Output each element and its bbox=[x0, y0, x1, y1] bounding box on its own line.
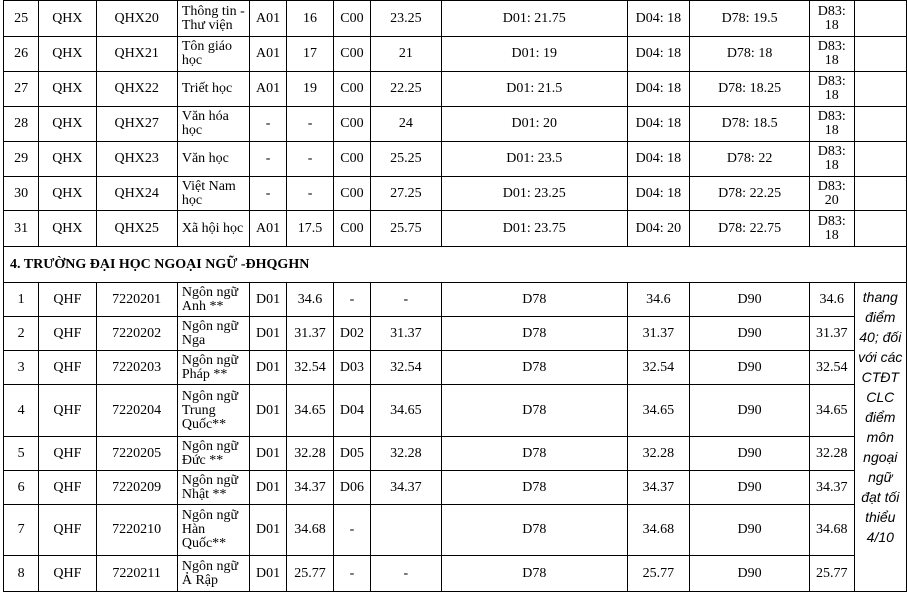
score: 34.65 bbox=[627, 385, 690, 437]
subject-group: D01 bbox=[250, 351, 287, 385]
major-code: QHX25 bbox=[96, 211, 177, 247]
score: 32.28 bbox=[809, 437, 854, 471]
score: 34.6 bbox=[809, 283, 854, 317]
subject-group-score: D04: 18 bbox=[627, 37, 690, 72]
subject-group: D78 bbox=[441, 317, 627, 351]
empty-cell bbox=[854, 1, 906, 37]
subject-group-score: D04: 20 bbox=[627, 211, 690, 247]
subject-group-score: D78: 22 bbox=[690, 142, 810, 177]
subject-group-score: D83: 18 bbox=[809, 37, 854, 72]
subject-group: D01 bbox=[250, 437, 287, 471]
score: 34.6 bbox=[627, 283, 690, 317]
row-number: 25 bbox=[4, 1, 39, 37]
subject-group-score: D78: 18.5 bbox=[690, 107, 810, 142]
major-name: Văn hóa học bbox=[177, 107, 249, 142]
score: 17.5 bbox=[286, 211, 333, 247]
table-row bbox=[4, 505, 907, 556]
subject-group: D78 bbox=[441, 351, 627, 385]
score: - bbox=[370, 556, 441, 592]
subject-group-score: D01: 19 bbox=[441, 37, 627, 72]
subject-group: - bbox=[250, 177, 287, 211]
empty-cell bbox=[854, 211, 906, 247]
empty-cell bbox=[854, 177, 906, 211]
score: 34.65 bbox=[370, 385, 441, 437]
row-number: 6 bbox=[4, 471, 39, 505]
major-code: 7220209 bbox=[96, 471, 177, 505]
subject-group: C00 bbox=[334, 37, 371, 72]
subject-group: C00 bbox=[334, 142, 371, 177]
score: 32.54 bbox=[627, 351, 690, 385]
subject-group: D01 bbox=[250, 317, 287, 351]
subject-group: A01 bbox=[250, 72, 287, 107]
major-name: Ngôn ngữ Đức ** bbox=[177, 437, 249, 471]
subject-group: D90 bbox=[690, 351, 810, 385]
score: 25.75 bbox=[370, 211, 441, 247]
subject-group: D01 bbox=[250, 385, 287, 437]
school-code: QHX bbox=[39, 142, 96, 177]
subject-group: C00 bbox=[334, 72, 371, 107]
subject-group: C00 bbox=[334, 107, 371, 142]
score: 21 bbox=[370, 37, 441, 72]
row-number: 29 bbox=[4, 142, 39, 177]
school-code: QHF bbox=[39, 351, 96, 385]
major-name: Việt Nam học bbox=[177, 177, 249, 211]
score: 34.37 bbox=[627, 471, 690, 505]
school-code: QHX bbox=[39, 177, 96, 211]
major-name: Ngôn ngữ Pháp ** bbox=[177, 351, 249, 385]
major-code: 7220204 bbox=[96, 385, 177, 437]
subject-group: D01 bbox=[250, 556, 287, 592]
score: 34.37 bbox=[286, 471, 333, 505]
score: 27.25 bbox=[370, 177, 441, 211]
subject-group-score: D01: 20 bbox=[441, 107, 627, 142]
major-name: Ngôn ngữ Anh ** bbox=[177, 283, 249, 317]
empty-cell bbox=[854, 107, 906, 142]
major-code: 7220211 bbox=[96, 556, 177, 592]
score: 32.28 bbox=[627, 437, 690, 471]
major-code: 7220203 bbox=[96, 351, 177, 385]
row-number: 8 bbox=[4, 556, 39, 592]
score: 22.25 bbox=[370, 72, 441, 107]
score bbox=[370, 505, 441, 556]
major-name: Thông tin - Thư viện bbox=[177, 1, 249, 37]
subject-group: C00 bbox=[334, 211, 371, 247]
empty-cell bbox=[854, 37, 906, 72]
row-number: 4 bbox=[4, 385, 39, 437]
score: 32.54 bbox=[809, 351, 854, 385]
subject-group: D03 bbox=[334, 351, 371, 385]
row-number: 7 bbox=[4, 505, 39, 556]
school-code: QHX bbox=[39, 1, 96, 37]
school-code: QHF bbox=[39, 556, 96, 592]
major-code: 7220205 bbox=[96, 437, 177, 471]
school-code: QHF bbox=[39, 505, 96, 556]
subject-group-score: D83: 20 bbox=[809, 177, 854, 211]
score: 25.25 bbox=[370, 142, 441, 177]
score: 34.37 bbox=[370, 471, 441, 505]
empty-cell bbox=[854, 142, 906, 177]
score: - bbox=[286, 107, 333, 142]
major-code: 7220202 bbox=[96, 317, 177, 351]
major-code: 7220201 bbox=[96, 283, 177, 317]
school-code: QHF bbox=[39, 471, 96, 505]
major-name: Ngôn ngữ Ả Rập bbox=[177, 556, 249, 592]
section-title: 4. TRƯỜNG ĐẠI HỌC NGOẠI NGỮ -ĐHQGHN bbox=[4, 247, 907, 283]
row-number: 2 bbox=[4, 317, 39, 351]
row-number: 27 bbox=[4, 72, 39, 107]
subject-group-score: D83: 18 bbox=[809, 72, 854, 107]
school-code: QHX bbox=[39, 37, 96, 72]
row-number: 1 bbox=[4, 283, 39, 317]
table-row bbox=[4, 107, 907, 142]
empty-cell bbox=[854, 72, 906, 107]
school-code: QHF bbox=[39, 283, 96, 317]
subject-group: D01 bbox=[250, 505, 287, 556]
score: 25.77 bbox=[286, 556, 333, 592]
score: 34.68 bbox=[286, 505, 333, 556]
major-code: 7220210 bbox=[96, 505, 177, 556]
row-number: 26 bbox=[4, 37, 39, 72]
subject-group-score: D83: 18 bbox=[809, 107, 854, 142]
subject-group: D78 bbox=[441, 505, 627, 556]
score: 34.6 bbox=[286, 283, 333, 317]
subject-group: A01 bbox=[250, 211, 287, 247]
school-code: QHF bbox=[39, 317, 96, 351]
row-number: 30 bbox=[4, 177, 39, 211]
subject-group: D78 bbox=[441, 437, 627, 471]
score: - bbox=[370, 283, 441, 317]
score: 23.25 bbox=[370, 1, 441, 37]
score: 32.28 bbox=[370, 437, 441, 471]
score: 32.28 bbox=[286, 437, 333, 471]
school-code: QHX bbox=[39, 211, 96, 247]
subject-group: D90 bbox=[690, 471, 810, 505]
school-code: QHX bbox=[39, 107, 96, 142]
score: 25.77 bbox=[809, 556, 854, 592]
table-row bbox=[4, 437, 907, 471]
subject-group: - bbox=[334, 283, 371, 317]
score: 25.77 bbox=[627, 556, 690, 592]
score: 34.65 bbox=[809, 385, 854, 437]
subject-group: D05 bbox=[334, 437, 371, 471]
subject-group-score: D78: 19.5 bbox=[690, 1, 810, 37]
subject-group-score: D01: 23.25 bbox=[441, 177, 627, 211]
subject-group: A01 bbox=[250, 37, 287, 72]
subject-group: D90 bbox=[690, 505, 810, 556]
subject-group: D02 bbox=[334, 317, 371, 351]
score: 31.37 bbox=[809, 317, 854, 351]
major-name: Văn học bbox=[177, 142, 249, 177]
table-row bbox=[4, 283, 907, 317]
subject-group: - bbox=[250, 107, 287, 142]
subject-group-score: D83: 18 bbox=[809, 211, 854, 247]
score: 19 bbox=[286, 72, 333, 107]
subject-group: - bbox=[250, 142, 287, 177]
school-code: QHF bbox=[39, 437, 96, 471]
subject-group: D78 bbox=[441, 471, 627, 505]
score: 31.37 bbox=[286, 317, 333, 351]
subject-group-score: D78: 22.25 bbox=[690, 177, 810, 211]
subject-group: D90 bbox=[690, 556, 810, 592]
score: 17 bbox=[286, 37, 333, 72]
score: 31.37 bbox=[370, 317, 441, 351]
major-name: Ngôn ngữ Nga bbox=[177, 317, 249, 351]
major-code: QHX23 bbox=[96, 142, 177, 177]
major-code: QHX21 bbox=[96, 37, 177, 72]
subject-group: D01 bbox=[250, 471, 287, 505]
score: 24 bbox=[370, 107, 441, 142]
subject-group: D01 bbox=[250, 283, 287, 317]
major-name: Ngôn ngữ Hàn Quốc** bbox=[177, 505, 249, 556]
subject-group-score: D04: 18 bbox=[627, 1, 690, 37]
score: 34.68 bbox=[809, 505, 854, 556]
school-code: QHX bbox=[39, 72, 96, 107]
table-row bbox=[4, 142, 907, 177]
major-code: QHX24 bbox=[96, 177, 177, 211]
subject-group-score: D04: 18 bbox=[627, 107, 690, 142]
subject-group-score: D04: 18 bbox=[627, 72, 690, 107]
subject-group: D78 bbox=[441, 385, 627, 437]
subject-group: C00 bbox=[334, 1, 371, 37]
score: 16 bbox=[286, 1, 333, 37]
subject-group: - bbox=[334, 505, 371, 556]
subject-group: D90 bbox=[690, 283, 810, 317]
subject-group: - bbox=[334, 556, 371, 592]
score: - bbox=[286, 177, 333, 211]
table-row bbox=[4, 471, 907, 505]
subject-group: D90 bbox=[690, 437, 810, 471]
major-name: Tôn giáo học bbox=[177, 37, 249, 72]
subject-group-score: D78: 18 bbox=[690, 37, 810, 72]
score: 32.54 bbox=[370, 351, 441, 385]
table-row bbox=[4, 1, 907, 37]
subject-group: D78 bbox=[441, 283, 627, 317]
subject-group-score: D01: 23.5 bbox=[441, 142, 627, 177]
score: 31.37 bbox=[627, 317, 690, 351]
score: - bbox=[286, 142, 333, 177]
table-row bbox=[4, 211, 907, 247]
subject-group: D06 bbox=[334, 471, 371, 505]
subject-group: D04 bbox=[334, 385, 371, 437]
subject-group-score: D83: 18 bbox=[809, 1, 854, 37]
table-row bbox=[4, 37, 907, 72]
subject-group: D90 bbox=[690, 317, 810, 351]
note-cell: thang điểm 40; đối với các CTĐT CLC điểm môn ngoại ngữ đạt tối thiểu 4/10 bbox=[854, 283, 906, 592]
major-name: Xã hội học bbox=[177, 211, 249, 247]
score: 32.54 bbox=[286, 351, 333, 385]
subject-group-score: D01: 21.5 bbox=[441, 72, 627, 107]
table-row bbox=[4, 385, 907, 437]
major-name: Ngôn ngữ Nhật ** bbox=[177, 471, 249, 505]
table-row bbox=[4, 351, 907, 385]
subject-group-score: D04: 18 bbox=[627, 177, 690, 211]
subject-group-score: D78: 22.75 bbox=[690, 211, 810, 247]
row-number: 31 bbox=[4, 211, 39, 247]
admission-score-table bbox=[3, 0, 907, 592]
major-code: QHX27 bbox=[96, 107, 177, 142]
major-code: QHX20 bbox=[96, 1, 177, 37]
major-name: Triết học bbox=[177, 72, 249, 107]
school-code: QHF bbox=[39, 385, 96, 437]
row-number: 5 bbox=[4, 437, 39, 471]
row-number: 28 bbox=[4, 107, 39, 142]
table-row bbox=[4, 177, 907, 211]
subject-group-score: D01: 21.75 bbox=[441, 1, 627, 37]
subject-group: D90 bbox=[690, 385, 810, 437]
major-name: Ngôn ngữ Trung Quốc** bbox=[177, 385, 249, 437]
subject-group: D78 bbox=[441, 556, 627, 592]
subject-group: C00 bbox=[334, 177, 371, 211]
subject-group-score: D78: 18.25 bbox=[690, 72, 810, 107]
subject-group-score: D83: 18 bbox=[809, 142, 854, 177]
subject-group: A01 bbox=[250, 1, 287, 37]
major-code: QHX22 bbox=[96, 72, 177, 107]
score: 34.68 bbox=[627, 505, 690, 556]
row-number: 3 bbox=[4, 351, 39, 385]
table-row bbox=[4, 72, 907, 107]
subject-group-score: D04: 18 bbox=[627, 142, 690, 177]
subject-group-score: D01: 23.75 bbox=[441, 211, 627, 247]
table-row bbox=[4, 556, 907, 592]
score: 34.37 bbox=[809, 471, 854, 505]
table-row bbox=[4, 317, 907, 351]
score: 34.65 bbox=[286, 385, 333, 437]
